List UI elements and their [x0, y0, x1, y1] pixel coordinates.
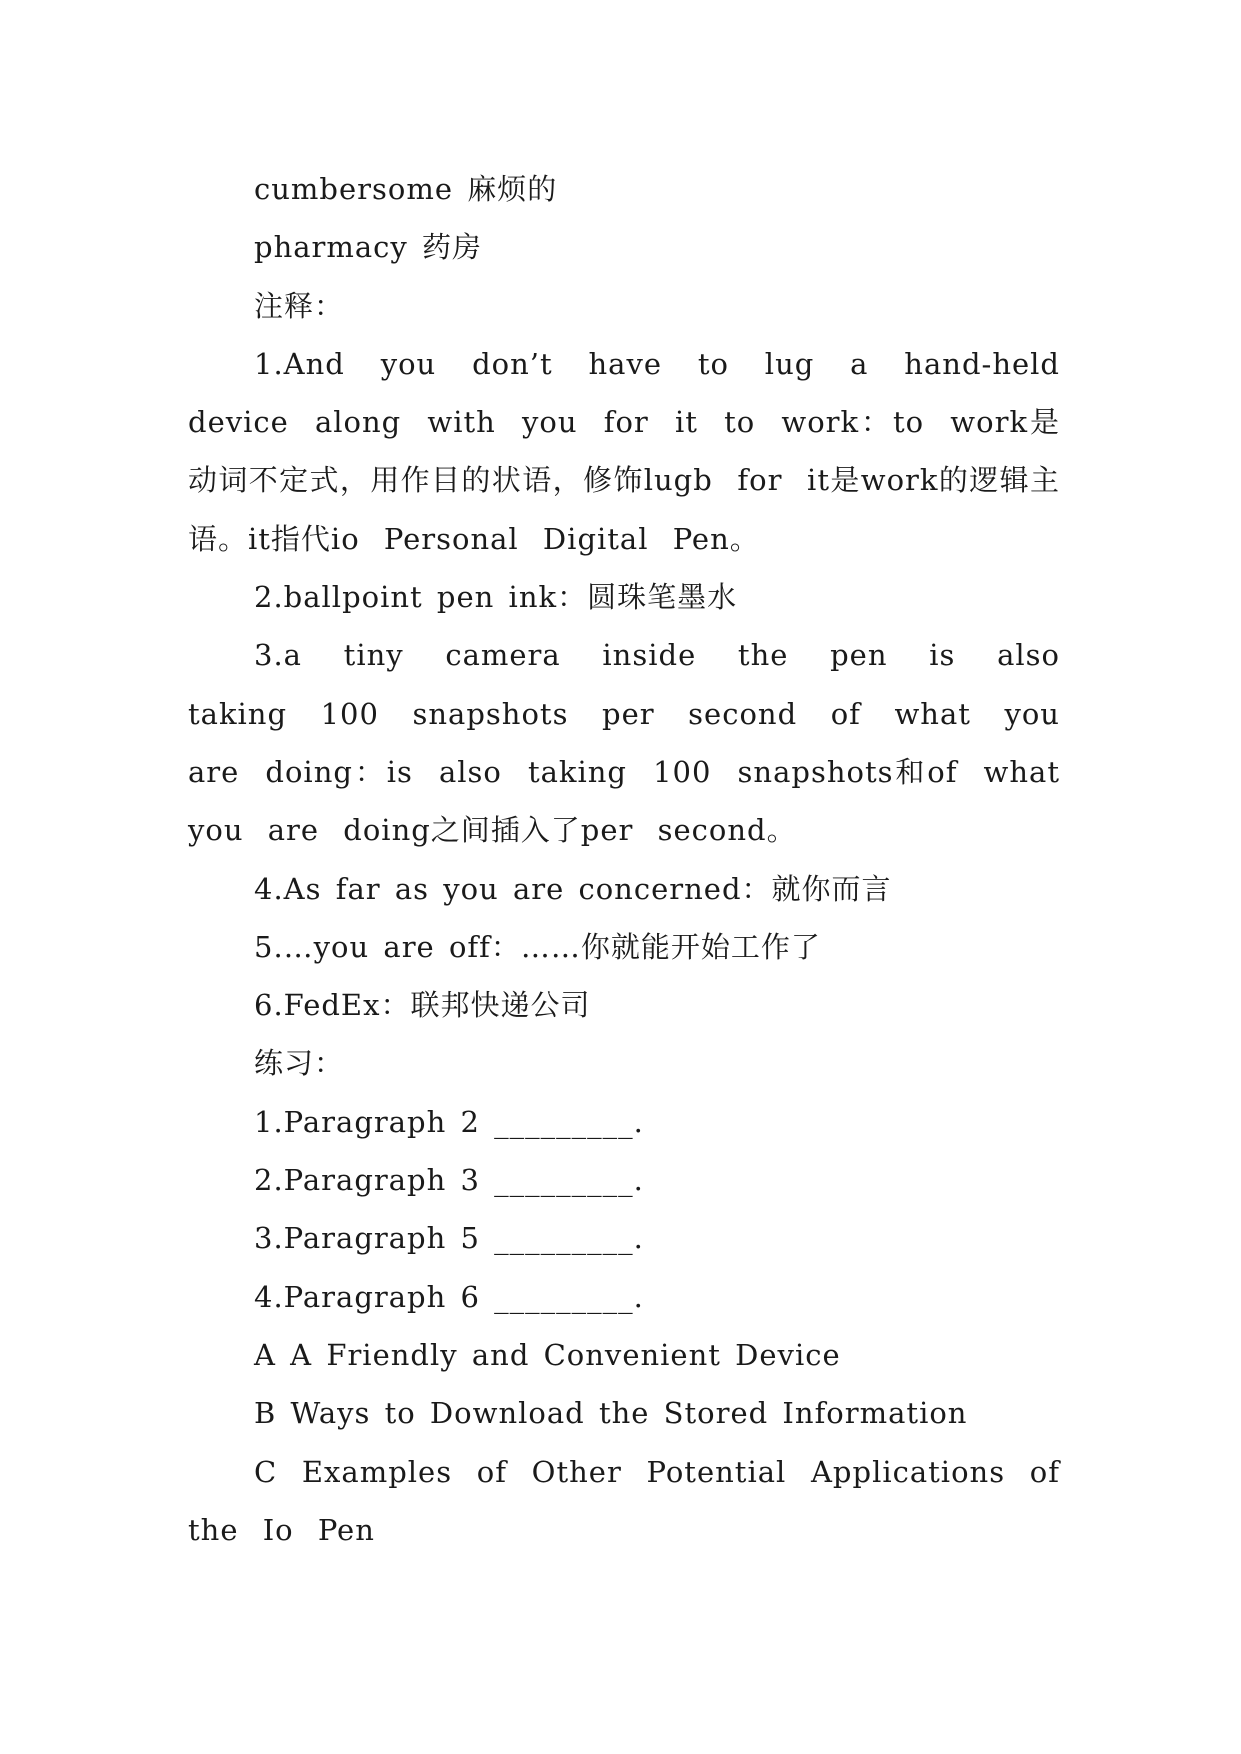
note-6: 6.FedEx：联邦快递公司 [254, 988, 591, 1023]
option-c: C Examples of Other Potential Applications of the Io Pen [188, 1454, 1060, 1547]
exercise-item-4: 4.Paragraph 6 _________. [254, 1279, 644, 1314]
exercise-heading: 练习： [254, 1046, 345, 1081]
note-3: 3.a tiny camera inside the pen is also taking 100 snapshots per second of what you are doing：is also taking 100 snapshots和of what you are doing之间插入了per second。 [188, 638, 1060, 848]
note-2: 2.ballpoint pen ink：圆珠笔墨水 [254, 580, 738, 615]
option-b: B Ways to Download the Stored Information [254, 1396, 968, 1431]
exercise-item-3: 3.Paragraph 5 _________. [254, 1221, 644, 1256]
option-a: A A Friendly and Convenient Device [254, 1337, 841, 1372]
exercise-item-1: 1.Paragraph 2 _________. [254, 1104, 644, 1139]
note-5: 5.…you are off：……你就能开始工作了 [254, 929, 821, 964]
notes-heading: 注释： [254, 288, 345, 323]
document-page [188, 160, 1060, 1559]
vocab-line-pharmacy: pharmacy 药房 [254, 230, 483, 265]
vocab-line-cumbersome: cumbersome 麻烦的 [254, 172, 558, 206]
note-1: 1.And you don’t have to lug a hand-held device along with you for it to work：to work是动词不定式，用作目的状语，修饰lugb for it是work的逻辑主语。it指代io Personal Digital Pen。 [188, 346, 1060, 556]
note-4: 4.As far as you are concerned：就你而言 [254, 871, 892, 906]
exercise-item-2: 2.Paragraph 3 _________. [254, 1163, 644, 1198]
